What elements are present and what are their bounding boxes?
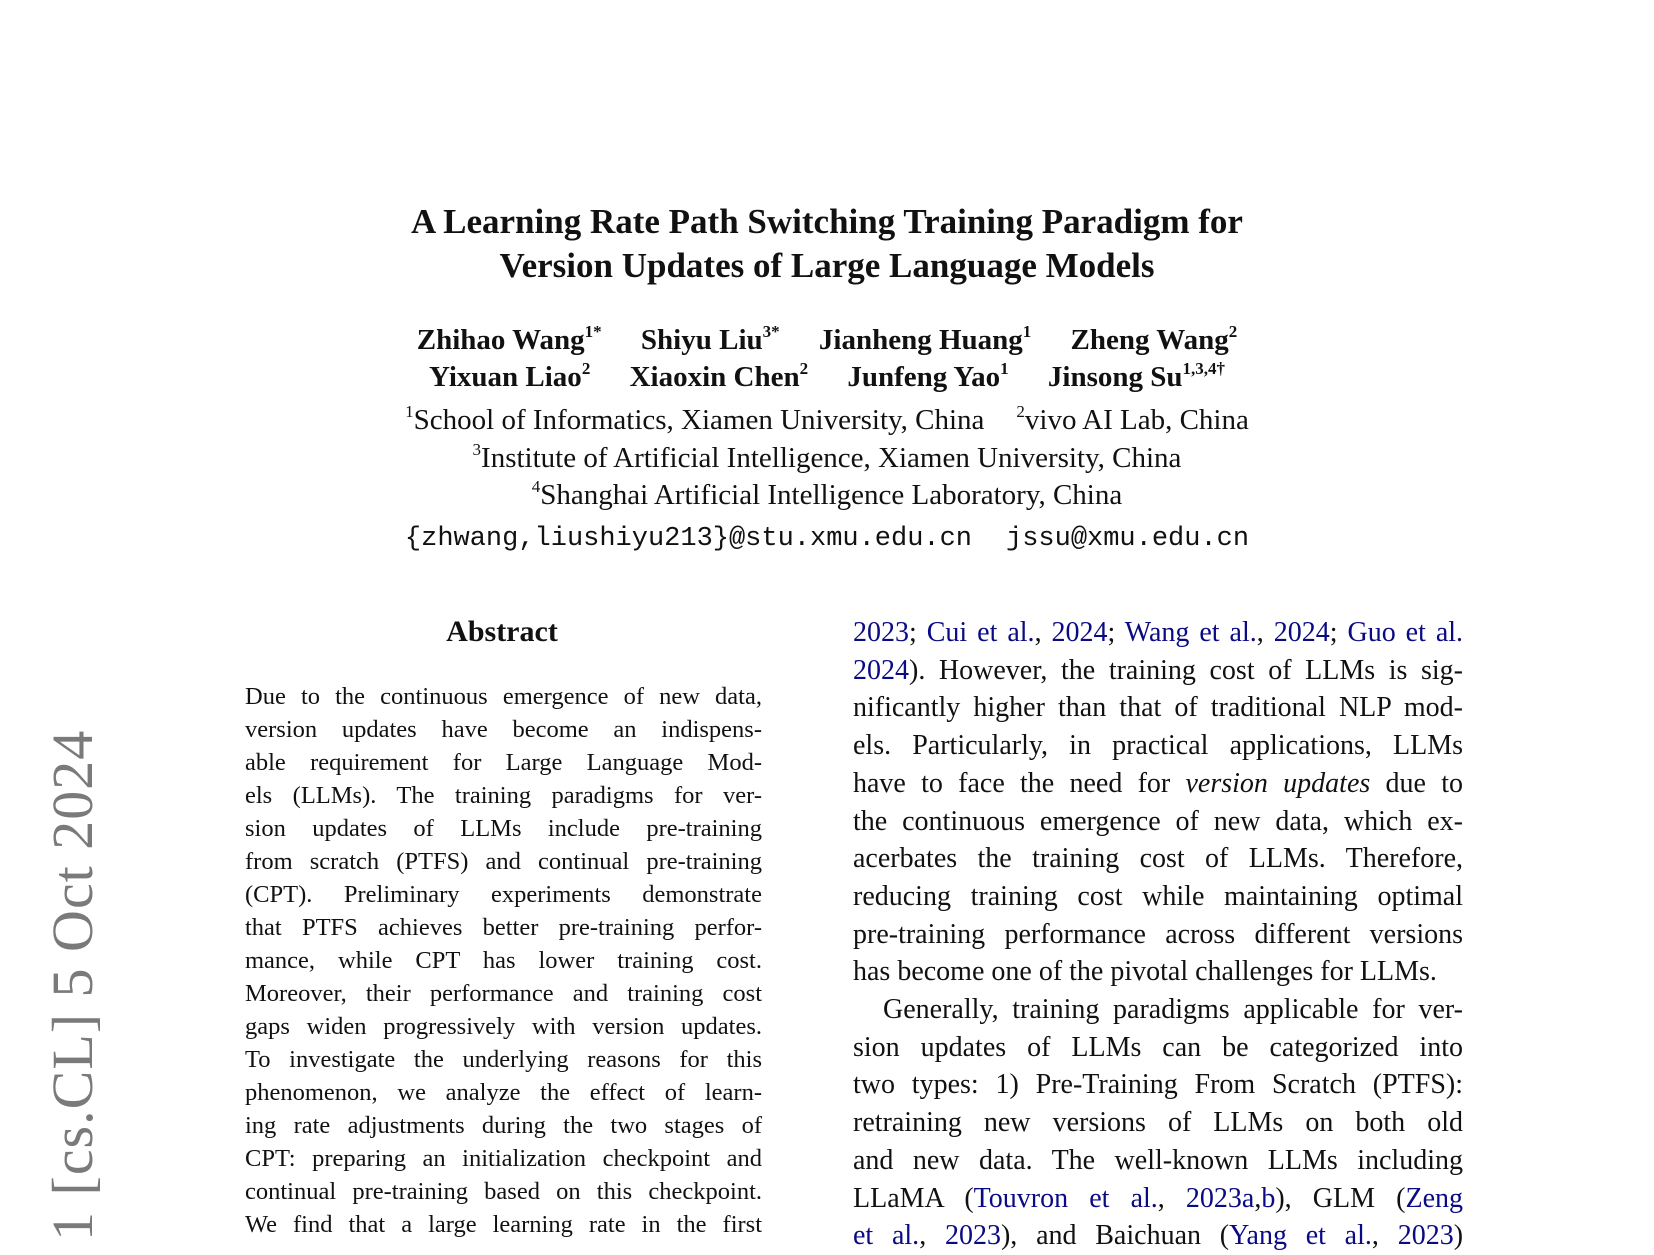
- affiliation: vivo AI Lab, China: [1024, 404, 1249, 436]
- abstract-heading: Abstract: [446, 615, 558, 648]
- affiliation-row-3: $^4$Shanghai Artificial Intelligence Laboratory, China: [531, 477, 1123, 511]
- emphasis: version updates: [1185, 767, 1371, 799]
- intro-line: 2023; Cui et al., 2024; Wang et al., 2024; Guo et al.: [853, 617, 1464, 648]
- citation-link[interactable]: 2023: [944, 1220, 1001, 1252]
- author: Jinsong $Su^{1,3,4\dagger}$: [1047, 359, 1226, 393]
- intro-line: two types: 1) Pre-Training From Scratch (PTFS):: [853, 1069, 1463, 1101]
- intro-line: and new data. The well-known LLMs including: [853, 1144, 1463, 1176]
- intro-line: has become one of the pivotal challenges for LLMs.: [853, 956, 1437, 988]
- abstract-line: We find that a large learning rate in the first: [245, 1211, 762, 1238]
- intro-line: et al., 2023), and Baichuan (Yang et al., 2023): [853, 1220, 1464, 1252]
- author: Junfeng Yao$^1$: [847, 359, 1009, 393]
- abstract-line: that PTFS achieves better pre-training perfor-: [245, 914, 762, 941]
- intro-line: pre-training performance across different versions: [853, 918, 1463, 950]
- citation-link[interactable]: b: [1261, 1182, 1276, 1214]
- email: {zhwang,liushiyu213}@stu.xmu.edu.cn: [404, 524, 973, 554]
- author: Xiaoxin Chen$^2$: [629, 359, 809, 393]
- affiliation-row-1: $^1$School of Informatics, Xiamen University, China $^2$vivo AI Lab, China: [405, 402, 1249, 436]
- abstract-line: CPT: preparing an initialization checkpoint and: [245, 1145, 762, 1172]
- intro-line: have to face the need for version updates due to: [853, 767, 1463, 799]
- intro-line: nificantly higher than that of traditional NLP mod-: [853, 692, 1463, 724]
- citation-link[interactable]: Guo et al.: [1347, 617, 1464, 648]
- intro-line: Generally, training paradigms applicable for ver-: [883, 994, 1463, 1026]
- citation-link[interactable]: Yang et al.: [1229, 1220, 1372, 1252]
- abstract-line: els (LLMs). The training paradigms for ver-: [245, 782, 762, 809]
- citation-link[interactable]: 2023: [1397, 1220, 1454, 1252]
- intro-line: the continuous emergence of new data, which ex-: [853, 805, 1463, 837]
- author: Jianheng Huang$^1$: [818, 322, 1032, 356]
- abstract-line: (CPT). Preliminary experiments demonstrate: [245, 881, 762, 908]
- intro-line: acerbates the training cost of LLMs. Therefore,: [853, 843, 1463, 875]
- author: Zheng Wang$^2$: [1070, 322, 1238, 356]
- abstract-line: mance, while CPT has lower training cost.: [245, 947, 762, 974]
- introduction-body: [853, 614, 1463, 1255]
- affiliations: [0, 402, 1654, 515]
- affiliation-row-2: $^3$Institute of Artificial Intelligence, Xiamen University, China: [472, 439, 1182, 474]
- citation-link[interactable]: Cui et al.: [926, 617, 1035, 648]
- abstract-line: from scratch (PTFS) and continual pre-training: [245, 848, 762, 875]
- citation-link[interactable]: et al.: [853, 1220, 920, 1252]
- abstract-body: [245, 680, 762, 1241]
- abstract-line: To investigate the underlying reasons for this: [245, 1046, 762, 1073]
- abstract-line: able requirement for Large Language Mod-: [245, 749, 762, 776]
- title-line-2: Version Updates of Large Language Models: [499, 246, 1155, 285]
- abstract-line: sion updates of LLMs include pre-training: [245, 815, 762, 842]
- author: Yixuan Liao$^2$: [428, 359, 591, 393]
- citation-link[interactable]: Touvron et al.: [973, 1182, 1158, 1214]
- abstract-line: continual pre-training based on this checkpoint.: [245, 1178, 762, 1205]
- intro-line: reducing training cost while maintaining optimal: [853, 880, 1463, 912]
- abstract-line: version updates have become an indispens-: [245, 716, 762, 743]
- citation-link[interactable]: 2024: [1273, 617, 1330, 648]
- author: Zhihao Wang$^{1*}$: [416, 322, 602, 356]
- abstract-line: phenomenon, we analyze the effect of learn-: [245, 1079, 762, 1106]
- citation-link[interactable]: Wang et al.: [1124, 617, 1257, 648]
- abstract-line: Moreover, their performance and training cost: [245, 980, 762, 1007]
- intro-line: 2024). However, the training cost of LLMs is sig-: [853, 654, 1463, 686]
- affiliation: Shanghai Artificial Intelligence Laboratory, China: [540, 479, 1123, 511]
- intro-line: LLaMA (Touvron et al., 2023a,b), GLM (Zeng: [853, 1182, 1464, 1214]
- citation-link[interactable]: 2023: [853, 617, 909, 648]
- contact-emails: [0, 522, 1654, 556]
- email: jssu@xmu.edu.cn: [1006, 524, 1250, 554]
- paper-title: [0, 200, 1654, 288]
- author-row-1: [0, 322, 1654, 359]
- intro-line: els. Particularly, in practical applications, LLMs: [853, 730, 1463, 762]
- citation-link[interactable]: 2024: [853, 654, 909, 686]
- citation-link[interactable]: Zeng: [1405, 1182, 1464, 1214]
- arxiv-margin-stamp: 1 [cs.CL] 5 Oct 2024: [40, 729, 105, 1241]
- title-line-1: A Learning Rate Path Switching Training Paradigm for: [411, 202, 1243, 241]
- abstract-line: Due to the continuous emergence of new data,: [245, 683, 762, 710]
- affiliation: Institute of Artificial Intelligence, Xiamen University, China: [481, 441, 1182, 474]
- author-list: [0, 322, 1654, 396]
- citation-link[interactable]: 2024: [1051, 617, 1108, 648]
- abstract-line: gaps widen progressively with version updates.: [245, 1013, 762, 1040]
- author-row-2: [0, 359, 1654, 396]
- intro-line: retraining new versions of LLMs on both old: [853, 1107, 1463, 1139]
- affiliation: School of Informatics, Xiamen University, China: [413, 404, 985, 436]
- intro-line: sion updates of LLMs can be categorized into: [853, 1031, 1463, 1063]
- abstract-line: ing rate adjustments during the two stages of: [245, 1112, 762, 1139]
- citation-link[interactable]: 2023a: [1185, 1182, 1255, 1214]
- author: Shiyu Liu$^{3*}$: [640, 322, 780, 356]
